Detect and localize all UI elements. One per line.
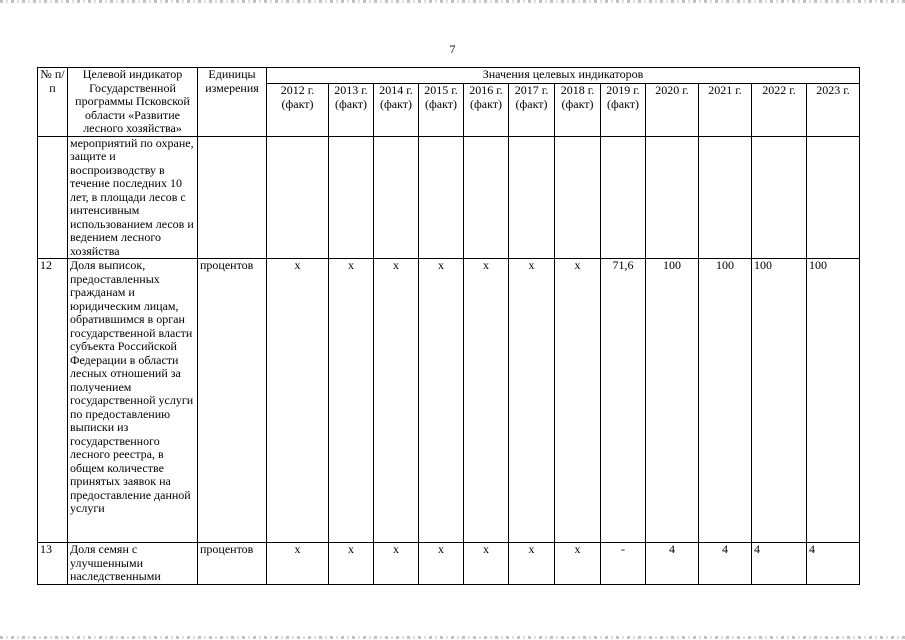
row-unit: процентов [198,259,267,543]
row-value: 100 [807,259,860,543]
row-value [419,136,464,259]
header-year: 2021 г. [699,84,752,136]
row-value: x [464,259,509,543]
row-unit [198,136,267,259]
header-values: Значения целевых индикаторов [267,68,860,84]
header-year: 2020 г. [646,84,699,136]
header-year: 2018 г. (факт) [555,84,601,136]
row-value: x [509,259,555,543]
header-year: 2013 г. (факт) [329,84,374,136]
row-value: x [267,259,329,543]
header-year: 2014 г. (факт) [374,84,419,136]
header-year: 2012 г. (факт) [267,84,329,136]
row-value: x [509,543,555,585]
row-value: x [329,543,374,585]
row-value: 4 [646,543,699,585]
row-value [601,136,646,259]
row-value: x [419,259,464,543]
row-value [699,136,752,259]
row-number [38,136,68,259]
header-year: 2016 г. (факт) [464,84,509,136]
scan-edge-bottom [0,636,905,639]
row-value: x [464,543,509,585]
table-row [38,259,860,543]
row-value: 100 [699,259,752,543]
row-value: 100 [752,259,807,543]
row-value [646,136,699,259]
row-value: 71,6 [601,259,646,543]
row-value [752,136,807,259]
row-value [267,136,329,259]
row-value [464,136,509,259]
row-indicator: мероприятий по охране, защите и воспроизводству в течение последних 10 лет, в площади лесов с интенсивным использованием лесов и ведением лесного хозяйства [68,136,198,259]
row-value: 4 [752,543,807,585]
row-value: 4 [807,543,860,585]
header-units: Единицы измерения [198,68,267,137]
row-value: x [374,543,419,585]
row-value [374,136,419,259]
row-value: x [267,543,329,585]
row-value: x [329,259,374,543]
row-value: 4 [699,543,752,585]
row-number: 12 [38,259,68,543]
row-value: x [555,543,601,585]
row-indicator: Доля выписок, предоставленных гражданам и юридическим лицам, обратившимся в орган государственной власти субъекта Российской Федерации в области лесных отношений за получением государственной услуги по предоставлению выписки из государственного лесного реестра, в общем количестве принятых заявок на предоставление данной услуги [68,259,198,543]
scan-edge-top [0,0,905,3]
table-row [38,543,860,585]
row-value [807,136,860,259]
header-indicator: Целевой индикатор Государственной программы Псковской области «Развитие лесного хозяйства» [68,68,198,137]
header-row-1 [38,68,860,84]
row-value: x [555,259,601,543]
indicators-table [37,67,860,585]
row-indicator: Доля семян с улучшенными наследственными [68,543,198,585]
row-value [509,136,555,259]
row-value: x [419,543,464,585]
page-number: 7 [449,42,456,56]
header-year: 2022 г. [752,84,807,136]
row-value [329,136,374,259]
row-number: 13 [38,543,68,585]
table-row [38,136,860,259]
header-year: 2023 г. [807,84,860,136]
row-value: - [601,543,646,585]
row-unit: процентов [198,543,267,585]
row-value: 100 [646,259,699,543]
row-value [555,136,601,259]
header-year: 2015 г. (факт) [419,84,464,136]
row-value: x [374,259,419,543]
header-year: 2019 г. (факт) [601,84,646,136]
header-year: 2017 г. (факт) [509,84,555,136]
header-num: № п/п [38,68,68,137]
